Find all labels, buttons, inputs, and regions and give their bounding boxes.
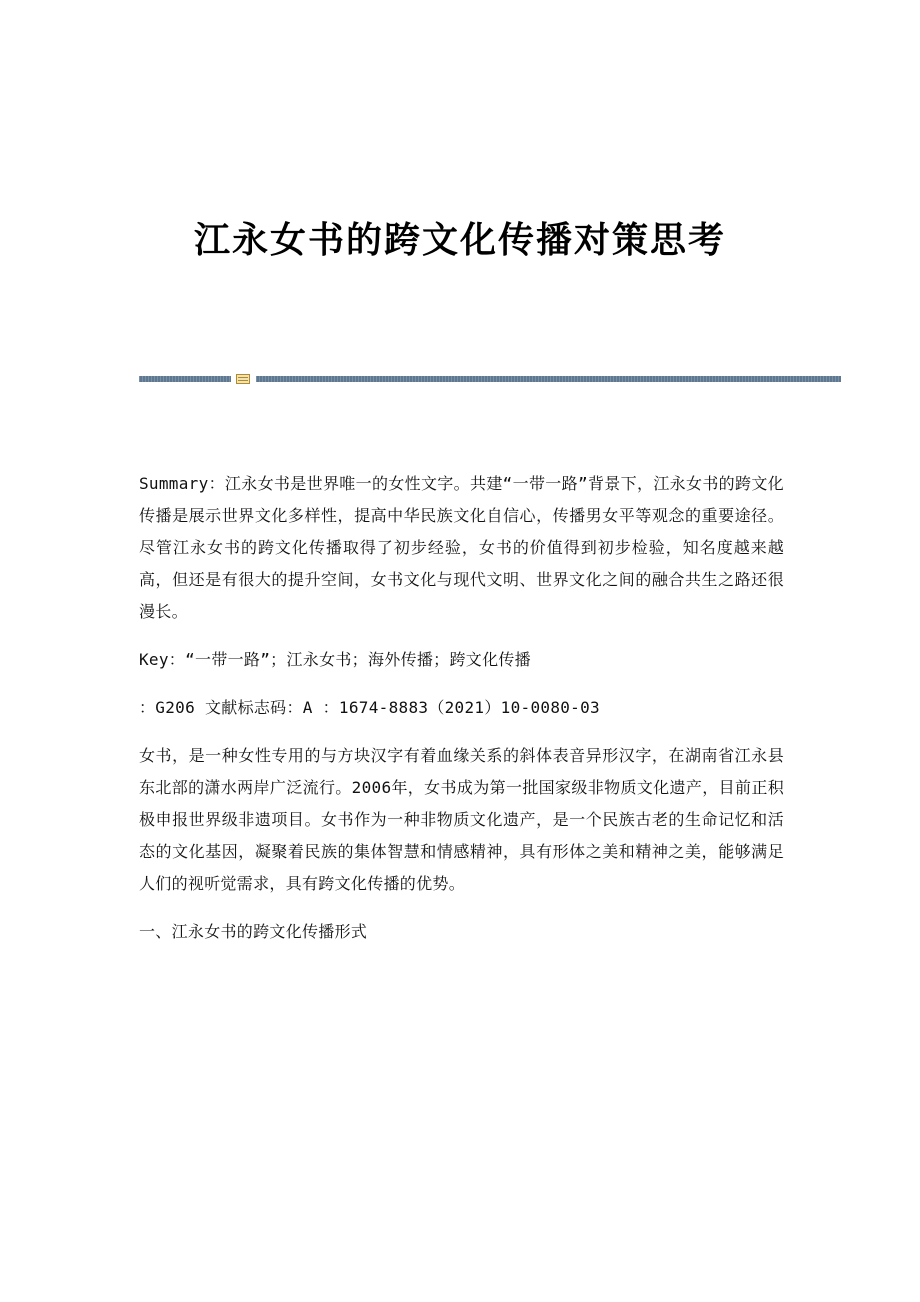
keywords-line: Key：“一带一路”；江永女书；海外传播；跨文化传播 (139, 650, 531, 669)
document-title: 江永女书的跨文化传播对策思考 (193, 219, 726, 261)
intro-paragraph: 女书，是一种女性专用的与方块汉字有着血缘关系的斜体表音异形汉字，在湖南省江永县东北部的潇水两岸广泛流行。2006年，女书成为第一批国家级非物质文化遗产，目前正积极申报世界级非遗项目。女书作为一种非物质文化遗产，是一个民族古老的生命记忆和活态的文化基因，凝聚着民族的集体智慧和情感精神，具有形体之美和精神之美，能够满足人们的视听觉需求，具有跨文化传播的优势。 (139, 746, 784, 893)
classification-line: ：G206 文献标志码：A ：1674-8883（2021）10-0080-03 (139, 698, 600, 717)
divider-ornament-icon (236, 374, 250, 384)
divider-bar-left (139, 376, 231, 382)
summary-paragraph: Summary：江永女书是世界唯一的女性文字。共建“一带一路”背景下，江永女书的跨文化传播是展示世界文化多样性，提高中华民族文化自信心，传播男女平等观念的重要途径。尽管江永女书的跨文化传播取得了初步经验，女书的价值得到初步检验，知名度越来越高，但还是有很大的提升空间，女书文化与现代文明、世界文化之间的融合共生之路还很漫长。 (139, 474, 784, 621)
document-body (139, 468, 784, 964)
divider-bar-right (256, 376, 841, 382)
section-heading: 一、江永女书的跨文化传播形式 (139, 922, 368, 941)
title-divider (139, 374, 841, 384)
